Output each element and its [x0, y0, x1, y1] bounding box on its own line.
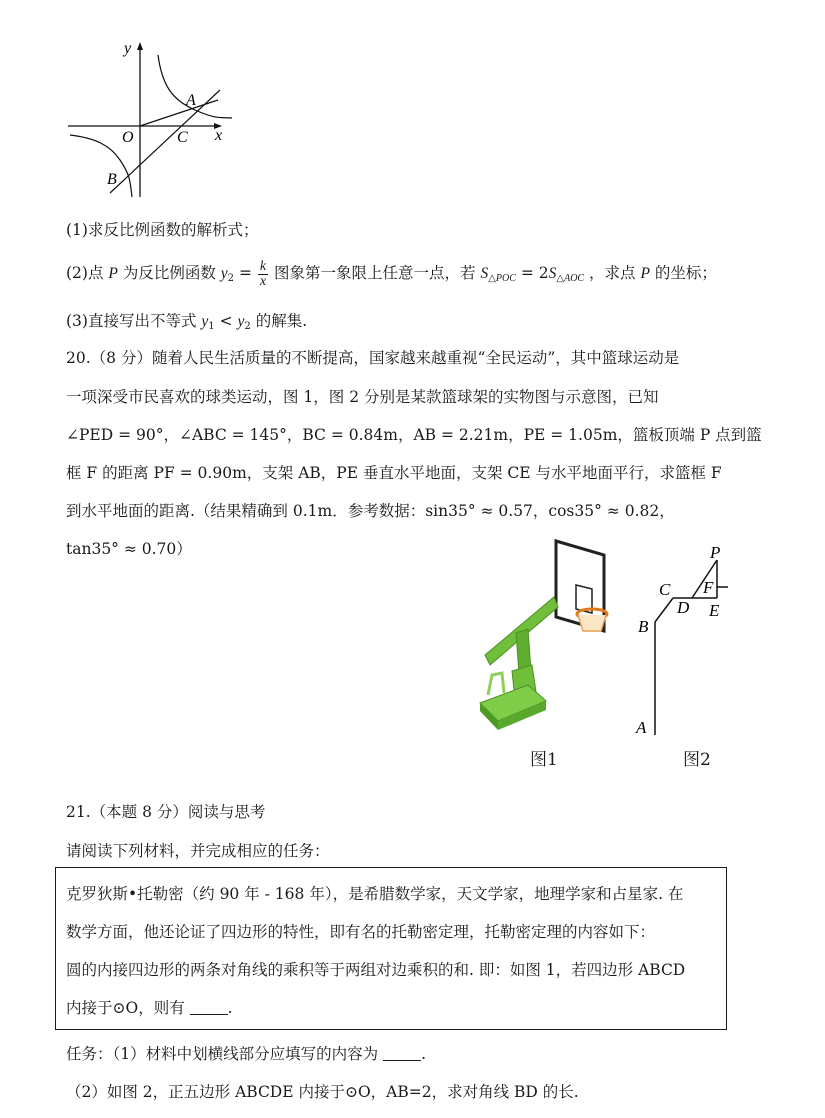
figure1-caption: 图1	[530, 750, 558, 770]
label-x: x	[215, 127, 223, 144]
q19-part1: (1)求反比例函数的解析式；	[66, 221, 259, 239]
material-line3: 圆的内接四边形的两条对角线的乘积等于两组对边乘积的和. 即：如图 1，若四边形 ABCD	[66, 961, 686, 979]
label-B2: B	[638, 617, 649, 636]
q20-line6: tan35° ≈ 0.70）	[66, 540, 192, 558]
q19-part2: (2)点 P 为反比例函数 $y_2$ = $\frac{k}{x}$ 图象第一象限上任意一点，若 $S_{\triangle POC} = 2S_{\triangle AOC}$ ，求点 P 的坐标；	[66, 258, 717, 289]
q20-line5: 到水平地面的距离.（结果精确到 0.1m．参考数据：sin35° ≈ 0.57，cos35° ≈ 0.82，	[66, 502, 675, 520]
label-y: y	[124, 40, 132, 57]
label-A: A	[186, 92, 196, 109]
label-F: F	[703, 578, 714, 597]
schematic-figure	[630, 540, 740, 740]
q20-line1: 20.（8 分）随着人民生活质量的不断提高，国家越来越重视“全民运动”，其中篮球运动是	[66, 349, 680, 367]
q20-line2: 一项深受市民喜欢的球类运动，图 1，图 2 分别是某款篮球架的实物图与示意图，已知	[66, 388, 659, 406]
answer-blank-material[interactable]	[190, 1000, 228, 1015]
q21-title: 21.（本题 8 分）阅读与思考	[66, 803, 266, 821]
label-O: O	[122, 129, 134, 146]
label-B: B	[107, 171, 117, 188]
material-line1: 克罗狄斯•托勒密（约 90 年 - 168 年），是希腊数学家，天文学家，地理学家和占星家. 在	[66, 885, 684, 903]
q19-graph	[60, 35, 240, 205]
basketball-stand-figure	[470, 535, 620, 735]
figure2-caption: 图2	[683, 750, 711, 770]
label-A2: A	[636, 718, 647, 737]
label-C: C	[177, 129, 188, 146]
q21-intro: 请阅读下列材料，并完成相应的任务：	[66, 842, 330, 860]
q20-line4: 框 F 的距离 PF = 0.90m，支架 AB，PE 垂直水平地面，支架 CE 与水平地面平行，求篮框 F	[66, 464, 722, 482]
handle	[488, 673, 504, 695]
hoop-net	[578, 615, 606, 631]
label-D: D	[677, 598, 690, 617]
label-C2: C	[659, 580, 671, 599]
fraction-k-over-x: $\frac{k}{x}$	[259, 258, 267, 289]
line-OA	[140, 100, 218, 126]
q20-line3: ∠PED = 90°，∠ABC = 145°，BC = 0.84m，AB = 2.21m，PE = 1.05m，篮板顶端 P 点到篮	[66, 426, 762, 444]
q21-task1: 任务：（1）材料中划横线部分应填写的内容为 .	[66, 1045, 426, 1063]
q19-part3: (3)直接写出不等式 $y_1 < y_2$ 的解集.	[66, 312, 308, 332]
y-axis-arrow	[137, 42, 143, 50]
label-P: P	[710, 543, 721, 562]
segment-BC	[655, 598, 673, 622]
q21-task2: （2）如图 2，正五边形 ABCDE 内接于⊙O，AB=2，求对角线 BD 的长.	[66, 1083, 579, 1101]
answer-blank-task1[interactable]	[383, 1046, 421, 1061]
material-line4: 内接于⊙O，则有 .	[66, 999, 233, 1017]
label-E: E	[709, 601, 720, 620]
material-line2: 数学方面，他还论证了四边形的特性，即有名的托勒密定理，托勒密定理的内容如下：	[66, 923, 656, 941]
